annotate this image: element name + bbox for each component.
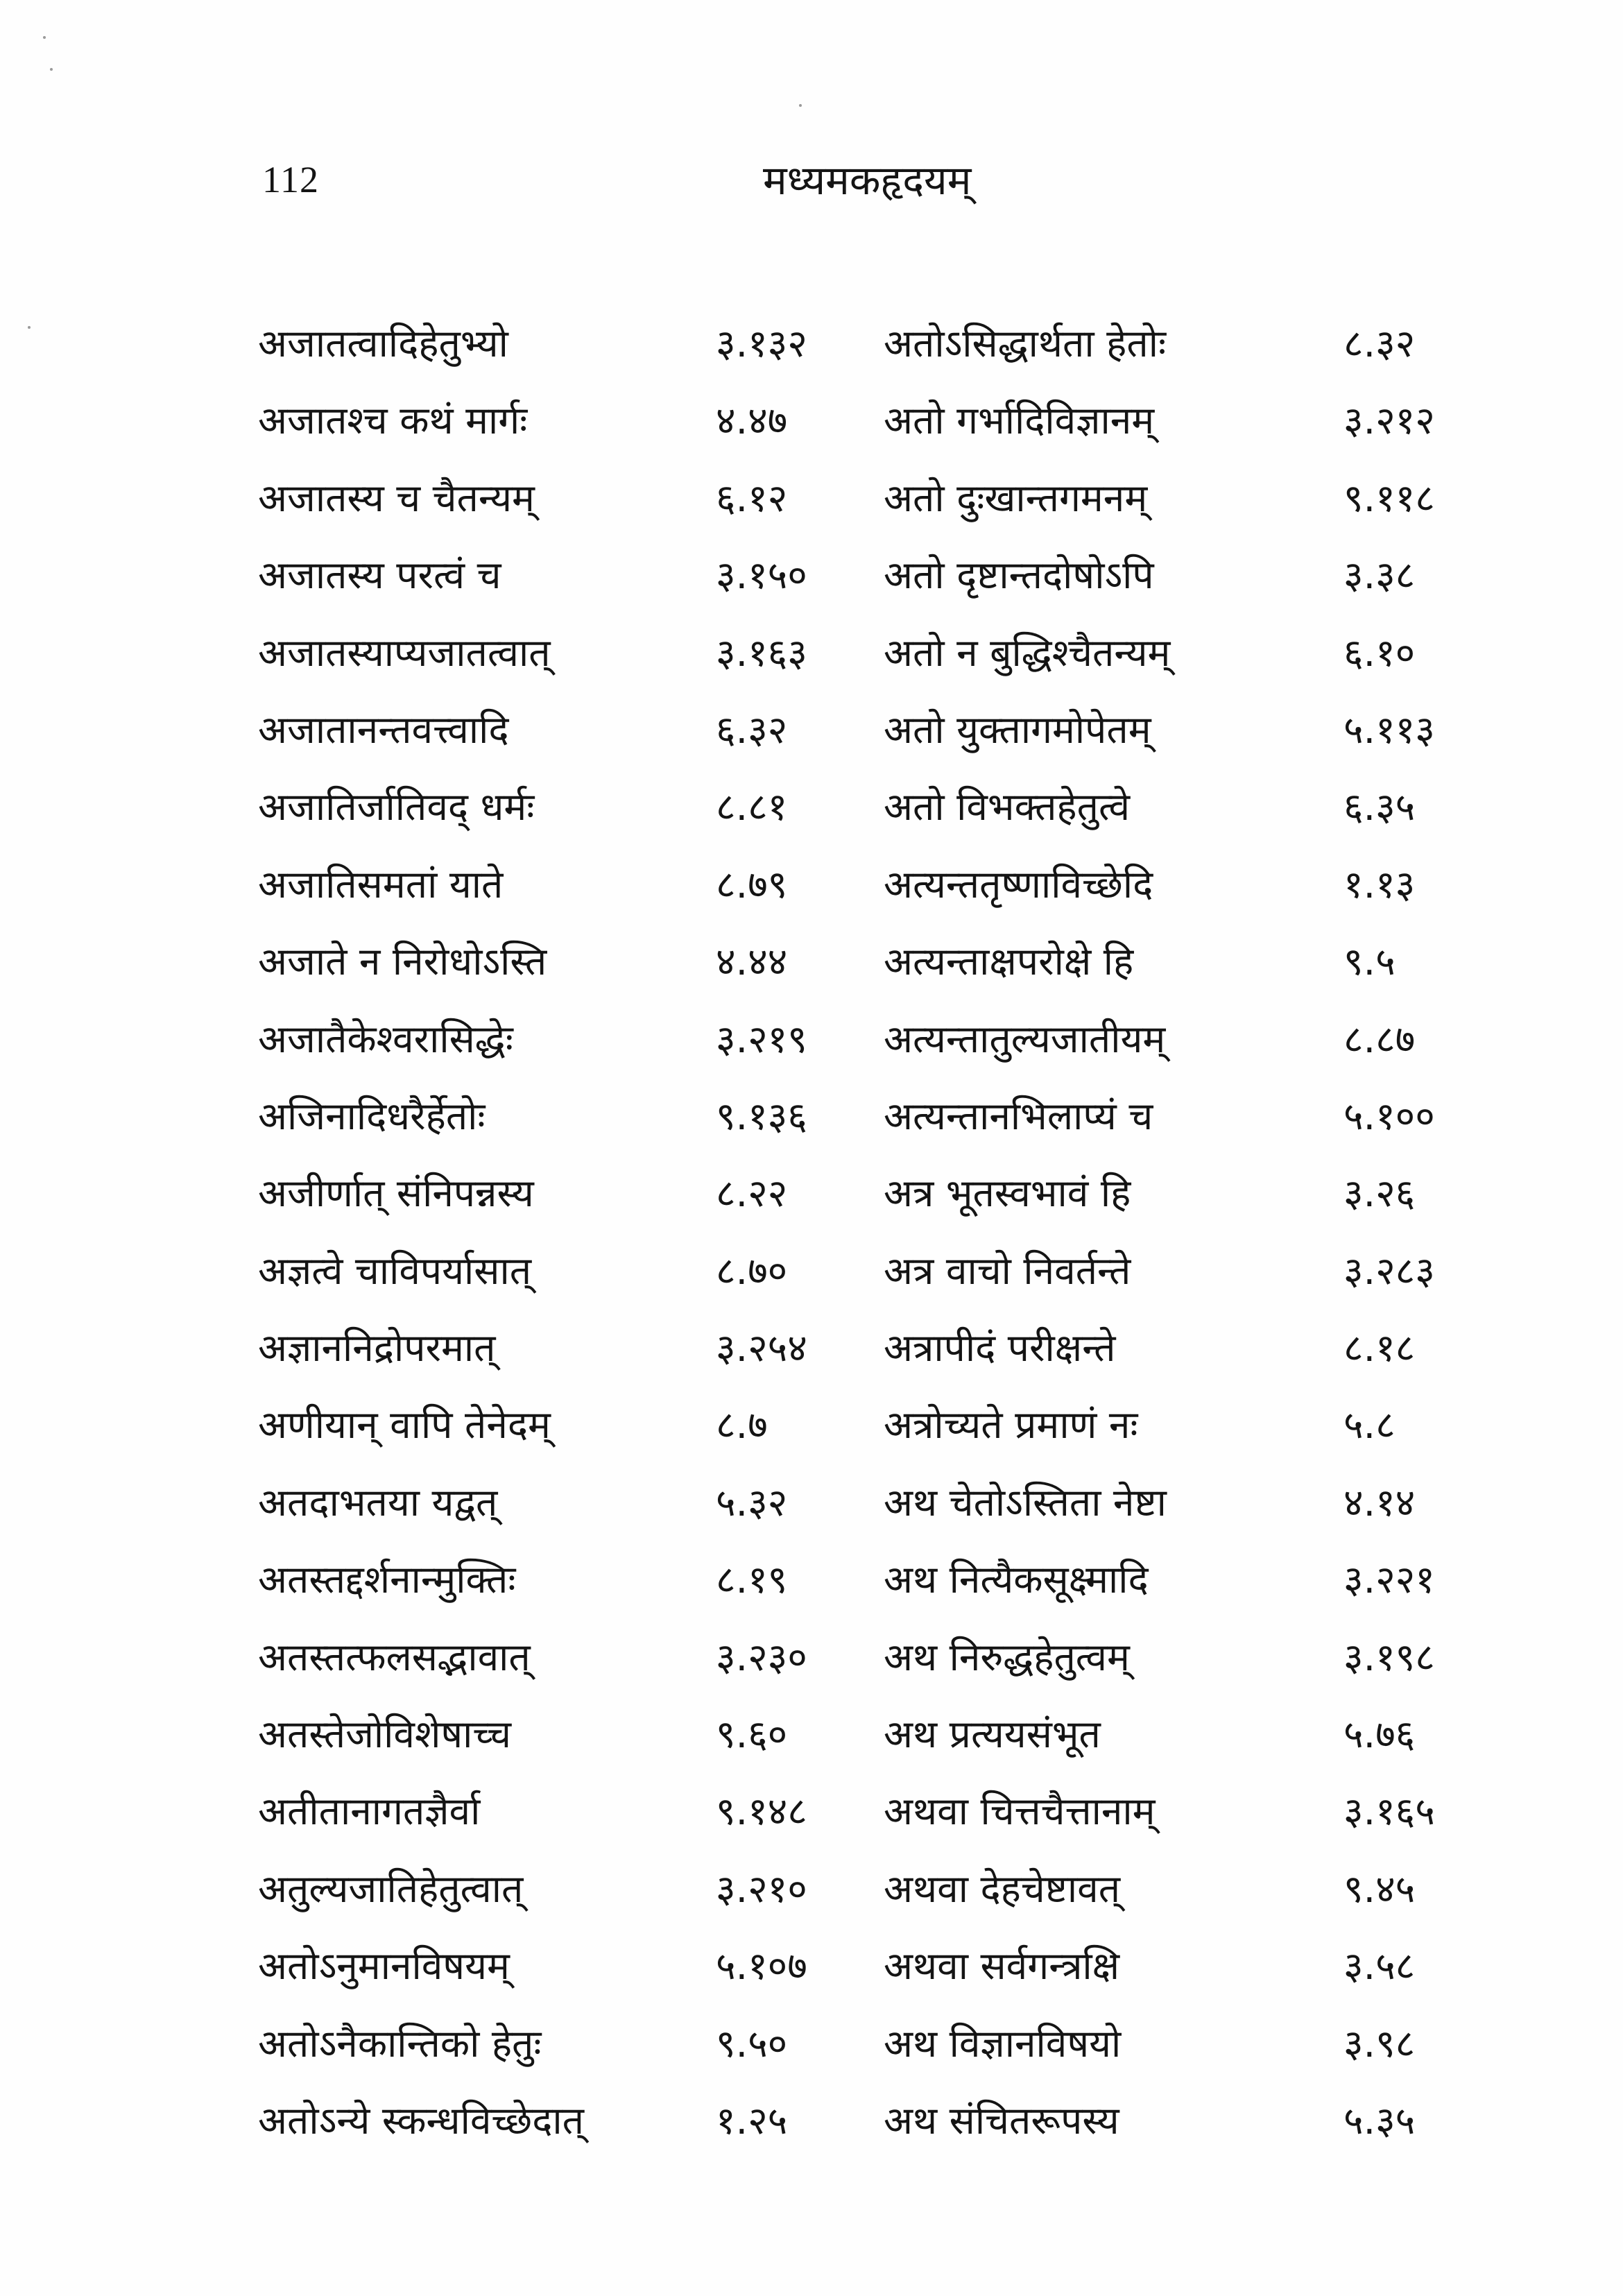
right-headword: अथ विज्ञानविषयो: [884, 2021, 1122, 2066]
index-row: [258, 1865, 1506, 1942]
index-row: [258, 2019, 1506, 2096]
index-row: [258, 1555, 1506, 1632]
right-headword: अतोऽसिद्धार्थता हेतोः: [884, 321, 1167, 366]
left-verse-ref: ९.६०: [716, 1712, 788, 1757]
index-row: [258, 860, 1506, 937]
index-row: [258, 396, 1506, 473]
left-headword: अणीयान् वापि तेनेदम्: [258, 1403, 551, 1448]
right-verse-ref: ५.७६: [1343, 1712, 1416, 1757]
right-verse-ref: ३.२२१: [1343, 1557, 1435, 1602]
left-headword: अतस्तेजोविशेषाच्च: [258, 1712, 512, 1757]
verse-index-table: [258, 319, 1506, 2173]
index-row: [258, 1400, 1506, 1477]
left-headword: अतुल्यजातिहेतुत्वात्: [258, 1866, 524, 1911]
index-row: [258, 937, 1506, 1014]
index-row: [258, 1478, 1506, 1555]
right-verse-ref: १.१३: [1343, 862, 1416, 907]
index-row: [258, 1633, 1506, 1710]
right-verse-ref: ५.१००: [1343, 1093, 1435, 1138]
left-headword: अजीर्णात् संनिपन्नस्य: [258, 1171, 534, 1216]
right-headword: अथ निरुद्धहेतुत्वम्: [884, 1634, 1130, 1679]
right-verse-ref: ३.१९८: [1343, 1634, 1435, 1679]
index-row: [258, 1323, 1506, 1400]
right-headword: अतो न बुद्धिश्चैतन्यम्: [884, 630, 1171, 675]
left-verse-ref: ९.१३६: [716, 1093, 807, 1138]
right-verse-ref: ८.८७: [1343, 1016, 1416, 1061]
right-verse-ref: ५.८: [1343, 1403, 1396, 1448]
left-verse-ref: ३.२३०: [716, 1634, 807, 1679]
index-row: [258, 1710, 1506, 1787]
left-headword: अतस्तत्फलसद्भावात्: [258, 1634, 531, 1679]
right-verse-ref: ८.३२: [1343, 321, 1416, 366]
right-verse-ref: ९.४५: [1343, 1866, 1416, 1911]
index-row: [258, 319, 1506, 396]
left-verse-ref: ४.४४: [716, 939, 788, 984]
left-headword: अतीतानागतज्ञैर्वा: [258, 1789, 481, 1834]
right-headword: अतो गर्भादिविज्ञानम्: [884, 398, 1155, 443]
right-verse-ref: ३.१६५: [1343, 1789, 1435, 1834]
right-headword: अथ प्रत्ययसंभूत: [884, 1712, 1101, 1757]
right-verse-ref: ४.१४: [1343, 1480, 1416, 1525]
index-row: [258, 474, 1506, 551]
left-verse-ref: ३.१५०: [716, 553, 807, 598]
right-verse-ref: ३.५८: [1343, 1944, 1416, 1989]
left-verse-ref: ६.१२: [716, 475, 788, 520]
page-number: 112: [262, 159, 319, 200]
left-headword: अजातस्याप्यजातत्वात्: [258, 630, 551, 675]
index-row: [258, 1169, 1506, 1246]
right-headword: अतो दुःखान्तगमनम्: [884, 475, 1148, 520]
left-headword: अजातश्च कथं मार्गः: [258, 398, 528, 443]
left-verse-ref: ३.२५४: [716, 1326, 807, 1371]
right-verse-ref: ६.३५: [1343, 785, 1416, 830]
right-headword: अतो दृष्टान्तदोषोऽपि: [884, 553, 1154, 598]
right-verse-ref: ९.५: [1343, 939, 1396, 984]
right-headword: अथ नित्यैकसूक्ष्मादि: [884, 1557, 1149, 1602]
right-headword: अतो विभक्तहेतुत्वे: [884, 785, 1131, 830]
right-headword: अत्यन्ताक्षपरोक्षे हि: [884, 939, 1134, 984]
print-speck: [43, 36, 46, 39]
left-verse-ref: ९.५०: [716, 2021, 788, 2066]
right-headword: अथवा सर्वगन्त्रक्षि: [884, 1944, 1120, 1989]
print-speck: [50, 68, 53, 71]
right-headword: अथ संचितरूपस्य: [884, 2098, 1119, 2143]
left-verse-ref: ६.३२: [716, 707, 788, 752]
right-headword: अत्यन्तानभिलाप्यं च: [884, 1093, 1153, 1138]
index-row: [258, 551, 1506, 628]
left-headword: अज्ञत्वे चाविपर्यासात्: [258, 1248, 532, 1293]
right-headword: अथवा देहचेष्टावत्: [884, 1866, 1121, 1911]
index-row: [258, 1015, 1506, 1092]
right-headword: अत्यन्ततृष्णाविच्छेदि: [884, 862, 1153, 907]
left-headword: अतोऽनुमानविषयम्: [258, 1944, 510, 1989]
right-headword: अत्यन्तातुल्यजातीयम्: [884, 1016, 1166, 1061]
index-row: [258, 705, 1506, 782]
left-verse-ref: ३.२१०: [716, 1866, 807, 1911]
left-verse-ref: ४.४७: [716, 398, 788, 443]
left-verse-ref: ८.८१: [716, 785, 788, 830]
left-headword: अजातानन्तवत्त्वादि: [258, 707, 509, 752]
left-headword: अजिनादिधरैर्हेतोः: [258, 1093, 486, 1138]
right-verse-ref: ५.११३: [1343, 707, 1435, 752]
right-headword: अत्र वाचो निवर्तन्ते: [884, 1248, 1131, 1293]
left-headword: अज्ञाननिद्रोपरमात्: [258, 1326, 496, 1371]
left-headword: अजाते न निरोधोऽस्ति: [258, 939, 547, 984]
index-row: [258, 1787, 1506, 1864]
right-verse-ref: ३.३८: [1343, 553, 1416, 598]
index-row: [258, 2096, 1506, 2173]
left-verse-ref: ३.१६३: [716, 630, 807, 675]
left-verse-ref: ८.२२: [716, 1171, 788, 1216]
index-row: [258, 1246, 1506, 1323]
left-verse-ref: ९.१४८: [716, 1789, 807, 1834]
left-headword: अजातस्य परत्वं च: [258, 553, 501, 598]
left-verse-ref: ८.७९: [716, 862, 788, 907]
right-verse-ref: ३.२६: [1343, 1171, 1416, 1216]
print-speck: [28, 326, 31, 329]
index-row: [258, 782, 1506, 859]
left-verse-ref: ५.१०७: [716, 1944, 807, 1989]
right-headword: अतो युक्तागमोपेतम्: [884, 707, 1151, 752]
right-verse-ref: ६.१०: [1343, 630, 1416, 675]
left-headword: अतोऽनैकान्तिको हेतुः: [258, 2021, 542, 2066]
left-headword: अतदाभतया यद्वत्: [258, 1480, 498, 1525]
right-verse-ref: ९.११८: [1343, 475, 1435, 520]
left-headword: अजातिर्जातिवद् धर्मः: [258, 785, 535, 830]
left-verse-ref: ५.३२: [716, 1480, 788, 1525]
right-headword: अत्रोच्यते प्रमाणं नः: [884, 1403, 1138, 1448]
right-verse-ref: ३.९८: [1343, 2021, 1416, 2066]
right-verse-ref: ३.२८३: [1343, 1248, 1435, 1293]
right-verse-ref: ३.२१२: [1343, 398, 1435, 443]
left-headword: अतोऽन्ये स्कन्धविच्छेदात्: [258, 2098, 585, 2143]
index-row: [258, 1092, 1506, 1169]
left-headword: अजातिसमतां याते: [258, 862, 504, 907]
left-verse-ref: ३.२१९: [716, 1016, 807, 1061]
right-headword: अथ चेतोऽस्तिता नेष्टा: [884, 1480, 1167, 1525]
right-verse-ref: ५.३५: [1343, 2098, 1416, 2143]
right-verse-ref: ८.१८: [1343, 1326, 1416, 1371]
left-headword: अजातत्वादिहेतुभ्यो: [258, 321, 508, 366]
running-title: मध्यमकहृदयम्: [763, 157, 972, 204]
print-speck: [799, 104, 802, 107]
left-verse-ref: ३.१३२: [716, 321, 807, 366]
index-row: [258, 628, 1506, 705]
index-row: [258, 1942, 1506, 2019]
right-headword: अत्र भूतस्वभावं हि: [884, 1171, 1131, 1216]
left-verse-ref: ८.७०: [716, 1248, 788, 1293]
right-headword: अथवा चित्तचैत्तानाम्: [884, 1789, 1156, 1834]
left-headword: अजातस्य च चैतन्यम्: [258, 475, 535, 520]
right-headword: अत्रापीदं परीक्षन्ते: [884, 1326, 1116, 1371]
left-verse-ref: ८.१९: [716, 1557, 788, 1602]
left-headword: अतस्तद्दर्शनान्मुक्तिः: [258, 1557, 516, 1602]
left-verse-ref: १.२५: [716, 2098, 788, 2143]
left-verse-ref: ८.७: [716, 1403, 768, 1448]
left-headword: अजातैकेश्वरासिद्धेः: [258, 1016, 513, 1061]
